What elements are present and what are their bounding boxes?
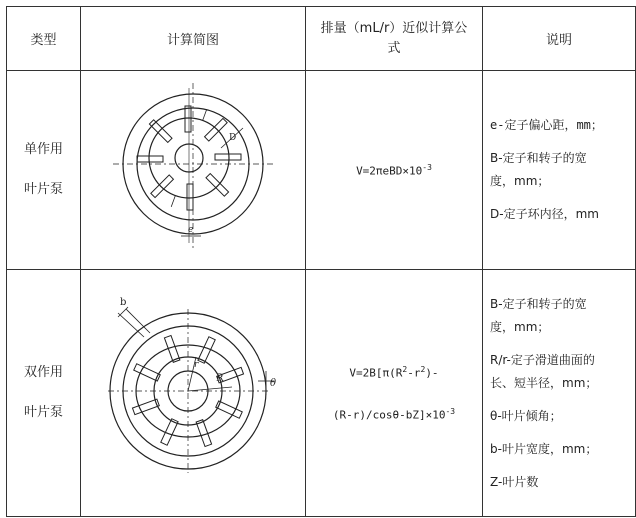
formula-double-1c: )- <box>425 367 439 380</box>
type-double-line1: 双作用 <box>23 365 63 380</box>
figure-cell-double <box>81 270 306 517</box>
note-double-1: B-定子和转子的宽 <box>490 296 587 311</box>
type-cell-double <box>7 270 81 517</box>
formula-double-2-exp: -3 <box>445 407 456 416</box>
header-figure: 计算简图 <box>81 7 306 71</box>
note-cell-single <box>483 71 636 270</box>
formula-double-line2 <box>306 393 482 435</box>
note-single-2: B-定子和转子的宽 <box>490 151 587 165</box>
type-cell-single <box>7 71 81 270</box>
header-row <box>7 7 636 71</box>
formula-single-exp: -3 <box>422 163 432 173</box>
note-double-3: R/r-定子滑道曲面的 <box>490 352 595 367</box>
formula-double-1a: V=2B[π(R <box>349 367 403 380</box>
type-single-line2: 叶片泵 <box>23 182 63 197</box>
note-single-3: 度，mm； <box>490 174 550 188</box>
type-single-line1: 单作用 <box>23 142 63 157</box>
formula-single: V=2πeBD×10 <box>356 164 423 178</box>
double-label-r-small: r <box>194 360 199 370</box>
figure-cell-single <box>81 71 306 270</box>
note-single-4: D-定子环内径，mm <box>490 207 599 221</box>
single-label-e: e <box>188 225 194 235</box>
formula-double-2: (R-r)/cosθ-bZ]×10 <box>332 408 446 422</box>
double-label-r-big: R <box>216 373 224 384</box>
table-row-single-acting <box>7 71 636 270</box>
double-acting-vane-pump-diagram <box>88 291 298 491</box>
header-type: 类型 <box>7 7 81 71</box>
pump-formula-table <box>6 6 636 517</box>
formula-double-1-sup2: 2 <box>420 365 426 375</box>
header-formula-line1: 排量（mL/r）近似计算公 <box>320 20 468 36</box>
formula-double-line1 <box>306 351 482 393</box>
formula-double-1-sup1: 2 <box>402 365 408 375</box>
type-double-line2: 叶片泵 <box>23 405 63 420</box>
note-single-1: e-定子偏心距，mm； <box>490 118 603 132</box>
double-label-b: b <box>120 297 127 308</box>
note-cell-double <box>483 270 636 517</box>
note-double-4: 长、短半径，mm； <box>490 375 598 390</box>
formula-cell-single <box>306 71 483 270</box>
note-double-7: Z-叶片数 <box>490 474 539 489</box>
note-double-2: 度，mm； <box>490 319 550 334</box>
formula-cell-double <box>306 270 483 517</box>
double-label-theta: θ <box>270 378 277 389</box>
formula-double-1b: -r <box>407 367 421 380</box>
note-double-5: θ-叶片倾角； <box>490 408 562 423</box>
single-acting-vane-pump-diagram <box>93 78 293 258</box>
single-label-d: D <box>229 133 237 143</box>
header-note: 说明 <box>483 7 636 71</box>
header-formula-line2: 式 <box>387 40 401 56</box>
table-row-double-acting <box>7 270 636 517</box>
header-formula <box>306 7 483 71</box>
note-double-6: b-叶片宽度，mm； <box>490 441 598 456</box>
